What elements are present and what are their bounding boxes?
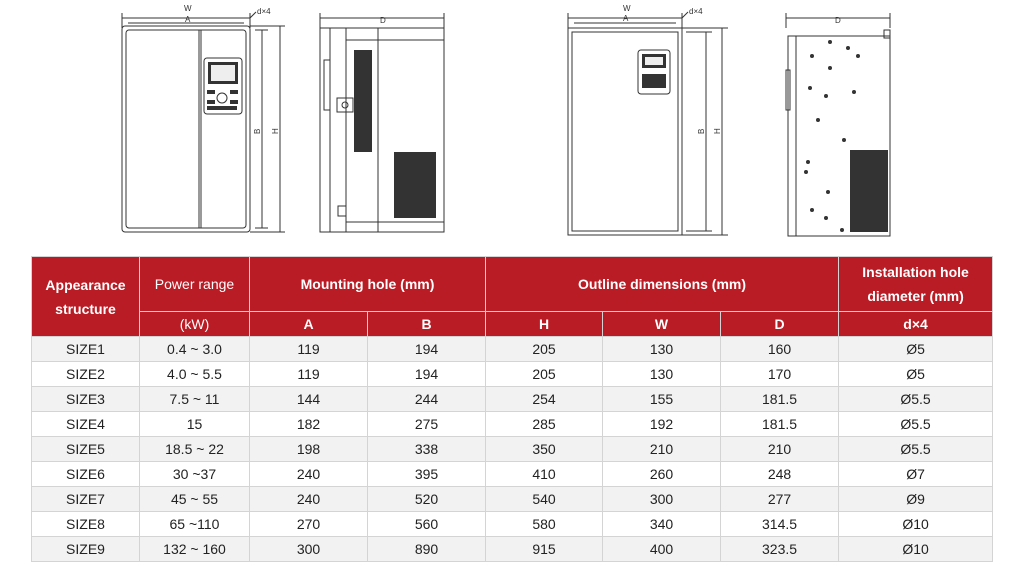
dimension-drawings [0,0,1024,255]
cell-hole: Ø10 [839,537,993,562]
front-view-large [122,12,285,232]
cell-size: SIZE9 [32,537,140,562]
cell-power: 7.5 ~ 11 [140,387,250,412]
cell-w: 130 [603,362,721,387]
header-w: W [603,312,721,337]
cell-a: 119 [250,362,368,387]
cell-d: 323.5 [721,537,839,562]
cell-b: 338 [368,437,486,462]
cell-a: 270 [250,512,368,537]
cell-h: 205 [486,362,603,387]
front-view-small [568,12,728,235]
header-hole: d×4 [839,312,993,337]
cell-hole: Ø10 [839,512,993,537]
cell-w: 192 [603,412,721,437]
header-appearance: Appearance structure [32,257,140,337]
side-view-large [320,13,444,232]
cell-w: 130 [603,337,721,362]
cell-hole: Ø5 [839,362,993,387]
cell-power: 0.4 ~ 3.0 [140,337,250,362]
header-a: A [250,312,368,337]
cell-w: 340 [603,512,721,537]
cell-b: 194 [368,337,486,362]
cell-d: 170 [721,362,839,387]
label-d-2: D [835,16,841,25]
cell-hole: Ø5.5 [839,387,993,412]
header-d: D [721,312,839,337]
header-b: B [368,312,486,337]
table-row [32,437,993,462]
cell-d: 277 [721,487,839,512]
cell-a: 300 [250,537,368,562]
cell-hole: Ø7 [839,462,993,487]
table-row [32,537,993,562]
cell-power: 45 ~ 55 [140,487,250,512]
cell-b: 520 [368,487,486,512]
table-row [32,412,993,437]
cell-a: 119 [250,337,368,362]
label-b-2: B [697,128,706,134]
cell-power: 132 ~ 160 [140,537,250,562]
label-w-2: W [623,4,631,13]
header-power-unit: (kW) [140,312,250,337]
header-outline: Outline dimensions (mm) [486,257,839,312]
cell-h: 580 [486,512,603,537]
cell-d: 160 [721,337,839,362]
label-holes-2: d×4 [689,7,703,16]
cell-size: SIZE3 [32,387,140,412]
cell-power: 15 [140,412,250,437]
size-spec-table [31,256,993,562]
cell-hole: Ø9 [839,487,993,512]
label-a-1: A [185,15,191,24]
cell-size: SIZE1 [32,337,140,362]
cell-hole: Ø5 [839,337,993,362]
cell-w: 300 [603,487,721,512]
cell-power: 4.0 ~ 5.5 [140,362,250,387]
cell-b: 560 [368,512,486,537]
cell-a: 144 [250,387,368,412]
cell-h: 410 [486,462,603,487]
cell-w: 400 [603,537,721,562]
table-row [32,387,993,412]
cell-size: SIZE5 [32,437,140,462]
cell-b: 244 [368,387,486,412]
side-view-small [786,13,890,236]
header-mounting: Mounting hole (mm) [250,257,486,312]
cell-d: 248 [721,462,839,487]
header-h: H [486,312,603,337]
cell-h: 540 [486,487,603,512]
label-d-1: D [380,16,386,25]
cell-a: 240 [250,462,368,487]
cell-size: SIZE2 [32,362,140,387]
cell-d: 210 [721,437,839,462]
cell-h: 254 [486,387,603,412]
cell-a: 240 [250,487,368,512]
table-row [32,512,993,537]
table-row [32,362,993,387]
cell-size: SIZE8 [32,512,140,537]
label-b-1: B [253,128,262,134]
cell-w: 260 [603,462,721,487]
cell-b: 275 [368,412,486,437]
label-holes-1: d×4 [257,7,271,16]
table-row [32,462,993,487]
table-row [32,337,993,362]
cell-size: SIZE7 [32,487,140,512]
cell-power: 65 ~110 [140,512,250,537]
cell-d: 181.5 [721,412,839,437]
cell-size: SIZE4 [32,412,140,437]
cell-power: 18.5 ~ 22 [140,437,250,462]
header-install: Installation hole diameter (mm) [839,257,993,312]
cell-h: 915 [486,537,603,562]
cell-w: 155 [603,387,721,412]
cell-d: 181.5 [721,387,839,412]
label-a-2: A [623,14,629,23]
cell-b: 395 [368,462,486,487]
cell-b: 194 [368,362,486,387]
cell-hole: Ø5.5 [839,412,993,437]
cell-h: 205 [486,337,603,362]
label-h-1: H [271,128,280,134]
cell-power: 30 ~37 [140,462,250,487]
cell-d: 314.5 [721,512,839,537]
header-power: Power range [140,257,250,312]
cell-h: 350 [486,437,603,462]
label-h-2: H [713,128,722,134]
cell-size: SIZE6 [32,462,140,487]
cell-b: 890 [368,537,486,562]
cell-w: 210 [603,437,721,462]
cell-a: 182 [250,412,368,437]
cell-hole: Ø5.5 [839,437,993,462]
cell-a: 198 [250,437,368,462]
table-row [32,487,993,512]
label-w-1: W [184,4,192,13]
cell-h: 285 [486,412,603,437]
